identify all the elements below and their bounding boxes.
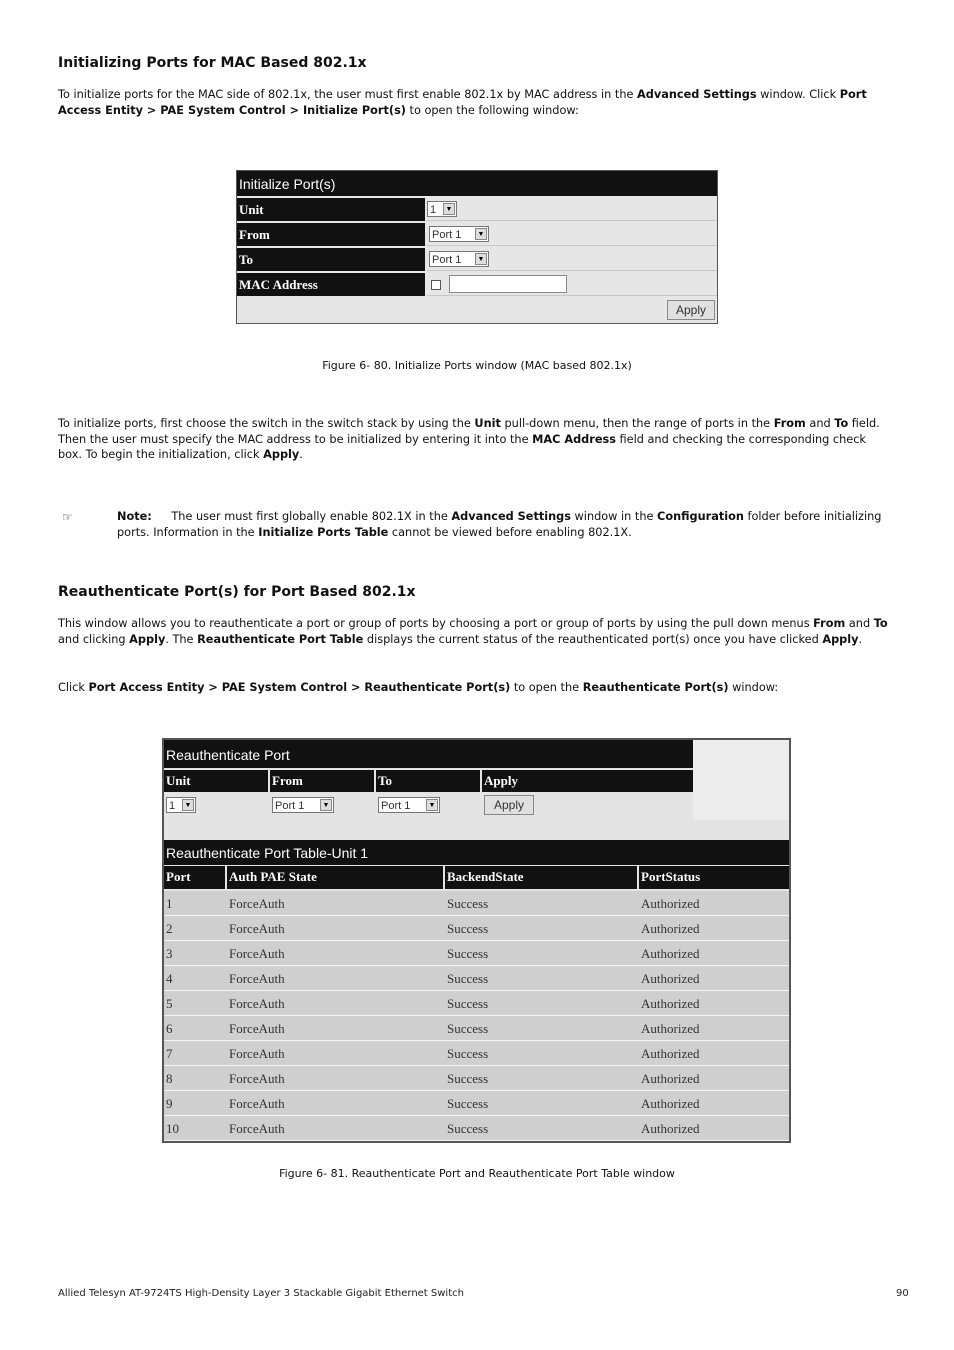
table-row [164, 891, 789, 916]
cell-backend-state: Success [447, 996, 489, 1011]
table-row [164, 1091, 789, 1116]
chevron-down-icon: ▼ [475, 228, 487, 240]
text-run: . [858, 632, 863, 646]
cell-auth-pae-state: ForceAuth [229, 1021, 285, 1036]
table-row [164, 916, 789, 941]
reauth-table-title: Reauthenticate Port Table-Unit 1 [164, 840, 789, 865]
to-label: To [237, 248, 425, 271]
cell-backend-state: Success [447, 1121, 489, 1136]
text-run: and [845, 617, 874, 630]
reauth-from-select[interactable] [272, 797, 334, 813]
text-run: window in the [570, 510, 658, 523]
cell-auth-pae-state: ForceAuth [229, 896, 285, 911]
col-to-header: To [376, 770, 480, 792]
cell-port: 6 [166, 1021, 173, 1036]
unit-label: Unit [237, 198, 425, 221]
cell-port-status: Authorized [641, 896, 700, 911]
table-row [164, 1016, 789, 1041]
cell-backend-state: Success [447, 896, 489, 911]
text-run: . [299, 448, 303, 461]
text-run: to open the following window: [405, 103, 579, 117]
table-row [164, 1066, 789, 1091]
reauth-to-select[interactable] [378, 797, 440, 813]
cell-port: 7 [166, 1046, 173, 1061]
cell-backend-state: Success [447, 1021, 489, 1036]
cell-port-status: Authorized [641, 971, 700, 986]
window-title: Initialize Port(s) [237, 171, 717, 196]
cell-auth-pae-state: ForceAuth [229, 1046, 285, 1061]
footer-page-number: 90 [896, 1288, 909, 1299]
cell-port: 10 [166, 1121, 179, 1136]
emphasis-text: Advanced Settings [637, 88, 757, 101]
mac-row [237, 273, 717, 296]
cell-auth-pae-state: ForceAuth [229, 996, 285, 1011]
emphasis-text: To [873, 617, 888, 630]
cell-port-status: Authorized [641, 1046, 700, 1061]
reauth-from-value: Port 1 [275, 800, 305, 812]
cell-port-status: Authorized [641, 921, 700, 936]
emphasis-text: Configuration [657, 510, 744, 523]
cell-port: 9 [166, 1096, 173, 1111]
mac-label: MAC Address [237, 273, 425, 296]
from-row [237, 223, 717, 246]
cell-port: 3 [166, 946, 173, 961]
cell-backend-state: Success [447, 1096, 489, 1111]
emphasis-text: Initialize Ports Table [258, 525, 389, 539]
cell-backend-state: Success [447, 946, 489, 961]
text-run: folder before initializing ports. Information in the [117, 510, 882, 539]
emphasis-text: From [813, 617, 846, 630]
section-heading-reauthenticate: Reauthenticate Port(s) for Port Based 802.1x [58, 584, 416, 600]
emphasis-text: Unit [474, 417, 501, 430]
initialize-instructions [58, 416, 888, 463]
table-row [164, 966, 789, 991]
cell-auth-pae-state: ForceAuth [229, 1096, 285, 1111]
chevron-down-icon: ▼ [182, 799, 194, 811]
text-run: The user must first globally enable 802.1X in the [171, 510, 452, 523]
cell-auth-pae-state: ForceAuth [229, 921, 285, 936]
to-row [237, 248, 717, 271]
note-block [117, 509, 897, 540]
initialize-ports-window [236, 170, 718, 324]
reauth-table-header [164, 866, 789, 889]
text-run: field and checking the corresponding check box. To begin the initialization, click [58, 432, 866, 461]
text-run: window: [728, 681, 779, 694]
text-run: displays the current status of the reauthenticated port(s) once you have clicked [363, 632, 823, 646]
cell-backend-state: Success [447, 1071, 489, 1086]
chevron-down-icon: ▼ [426, 799, 438, 811]
table-row [164, 941, 789, 966]
text-run: To initialize ports, first choose the switch in the switch stack by using the [58, 417, 475, 430]
note-hand-icon: ☞ [62, 510, 73, 524]
cell-port: 5 [166, 996, 173, 1011]
chevron-down-icon: ▼ [475, 253, 487, 265]
header-port-status: PortStatus [639, 866, 789, 889]
reauth-description [58, 616, 888, 647]
emphasis-text: Apply [263, 448, 300, 461]
reauth-apply-button[interactable]: Apply [484, 795, 534, 815]
text-run: and clicking [58, 632, 130, 646]
emphasis-text: From [773, 417, 806, 430]
header-port: Port [164, 866, 225, 889]
text-run: field. Then the user must specify the MAC address to be initialized by entering it into the [58, 417, 880, 446]
text-run: To initialize ports for the MAC side of 802.1x, the user must first enable 802.1x by MAC address in the [58, 88, 638, 101]
reauth-table-body [164, 891, 789, 1141]
reauth-to-value: Port 1 [381, 800, 411, 812]
to-select-value: Port 1 [432, 254, 462, 266]
figure-caption-81: Figure 6- 81. Reauthenticate Port and Reauthenticate Port Table window [279, 1167, 675, 1180]
to-select[interactable] [429, 251, 489, 267]
cell-port-status: Authorized [641, 996, 700, 1011]
intro-paragraph [58, 87, 888, 118]
unit-row [237, 198, 717, 221]
emphasis-text: Reauthenticate Port Table [197, 632, 364, 646]
text-run: This window allows you to reauthenticate a port or group of ports by choosing a port or group of ports by using the pull down menus [58, 617, 814, 630]
from-select-value: Port 1 [432, 229, 462, 241]
table-row [164, 991, 789, 1016]
cell-backend-state: Success [447, 1046, 489, 1061]
mac-address-input[interactable] [449, 275, 567, 293]
figure-caption-80: Figure 6- 80. Initialize Ports window (MAC based 802.1x) [322, 359, 632, 372]
reauth-window-title: Reauthenticate Port [164, 740, 693, 768]
table-row [164, 1116, 789, 1141]
cell-port: 4 [166, 971, 173, 986]
note-text [117, 510, 881, 539]
text-run: to open the [510, 681, 583, 694]
from-label: From [237, 223, 425, 246]
table-row [164, 1041, 789, 1066]
cell-port: 8 [166, 1071, 173, 1086]
cell-port-status: Authorized [641, 1096, 700, 1111]
cell-auth-pae-state: ForceAuth [229, 946, 285, 961]
from-select[interactable] [429, 226, 489, 242]
text-run: . The [165, 632, 198, 646]
cell-port-status: Authorized [641, 1121, 700, 1136]
unit-select-value: 1 [430, 204, 437, 216]
reauth-unit-select[interactable] [166, 797, 196, 813]
emphasis-text: Advanced Settings [451, 510, 571, 523]
apply-button[interactable]: Apply [667, 300, 715, 320]
footer-product: Allied Telesyn AT-9724TS High-Density Layer 3 Stackable Gigabit Ethernet Switch [58, 1288, 464, 1299]
unit-select[interactable] [427, 201, 457, 217]
cell-port-status: Authorized [641, 1071, 700, 1086]
emphasis-text: MAC Address [532, 432, 616, 446]
emphasis-text: Port Access Entity > PAE System Control > Initialize Port(s) [58, 88, 867, 117]
section-heading-initialize: Initializing Ports for MAC Based 802.1x [58, 55, 367, 71]
cell-port: 2 [166, 921, 173, 936]
cell-auth-pae-state: ForceAuth [229, 1121, 285, 1136]
cell-auth-pae-state: ForceAuth [229, 1071, 285, 1086]
text-run: Click [58, 681, 89, 694]
col-apply-header: Apply [482, 770, 693, 792]
chevron-down-icon: ▼ [443, 203, 455, 215]
mac-checkbox[interactable] [431, 280, 441, 290]
emphasis-text: To [834, 417, 849, 430]
header-backend-state: BackendState [445, 866, 637, 889]
emphasis-text: Reauthenticate Port(s) [582, 681, 729, 694]
emphasis-text: Apply [129, 632, 166, 646]
reauthenticate-port-window [162, 738, 791, 1143]
cell-backend-state: Success [447, 921, 489, 936]
text-run: pull-down menu, then the range of ports in the [500, 417, 774, 430]
emphasis-text: Port Access Entity > PAE System Control > Reauthenticate Port(s) [88, 681, 511, 694]
cell-port-status: Authorized [641, 1021, 700, 1036]
note-label: Note: [117, 510, 152, 523]
text-run: window. Click [756, 88, 840, 101]
cell-port: 1 [166, 896, 173, 911]
reauth-unit-value: 1 [169, 800, 176, 812]
header-auth-pae-state: Auth PAE State [227, 866, 443, 889]
text-run: and [805, 417, 835, 430]
cell-backend-state: Success [447, 971, 489, 986]
text-run: cannot be viewed before enabling 802.1X. [388, 525, 632, 539]
col-from-header: From [270, 770, 374, 792]
chevron-down-icon: ▼ [320, 799, 332, 811]
emphasis-text: Apply [822, 632, 859, 646]
cell-port-status: Authorized [641, 946, 700, 961]
cell-auth-pae-state: ForceAuth [229, 971, 285, 986]
reauth-open-instructions [58, 680, 888, 696]
col-unit-header: Unit [164, 770, 268, 792]
